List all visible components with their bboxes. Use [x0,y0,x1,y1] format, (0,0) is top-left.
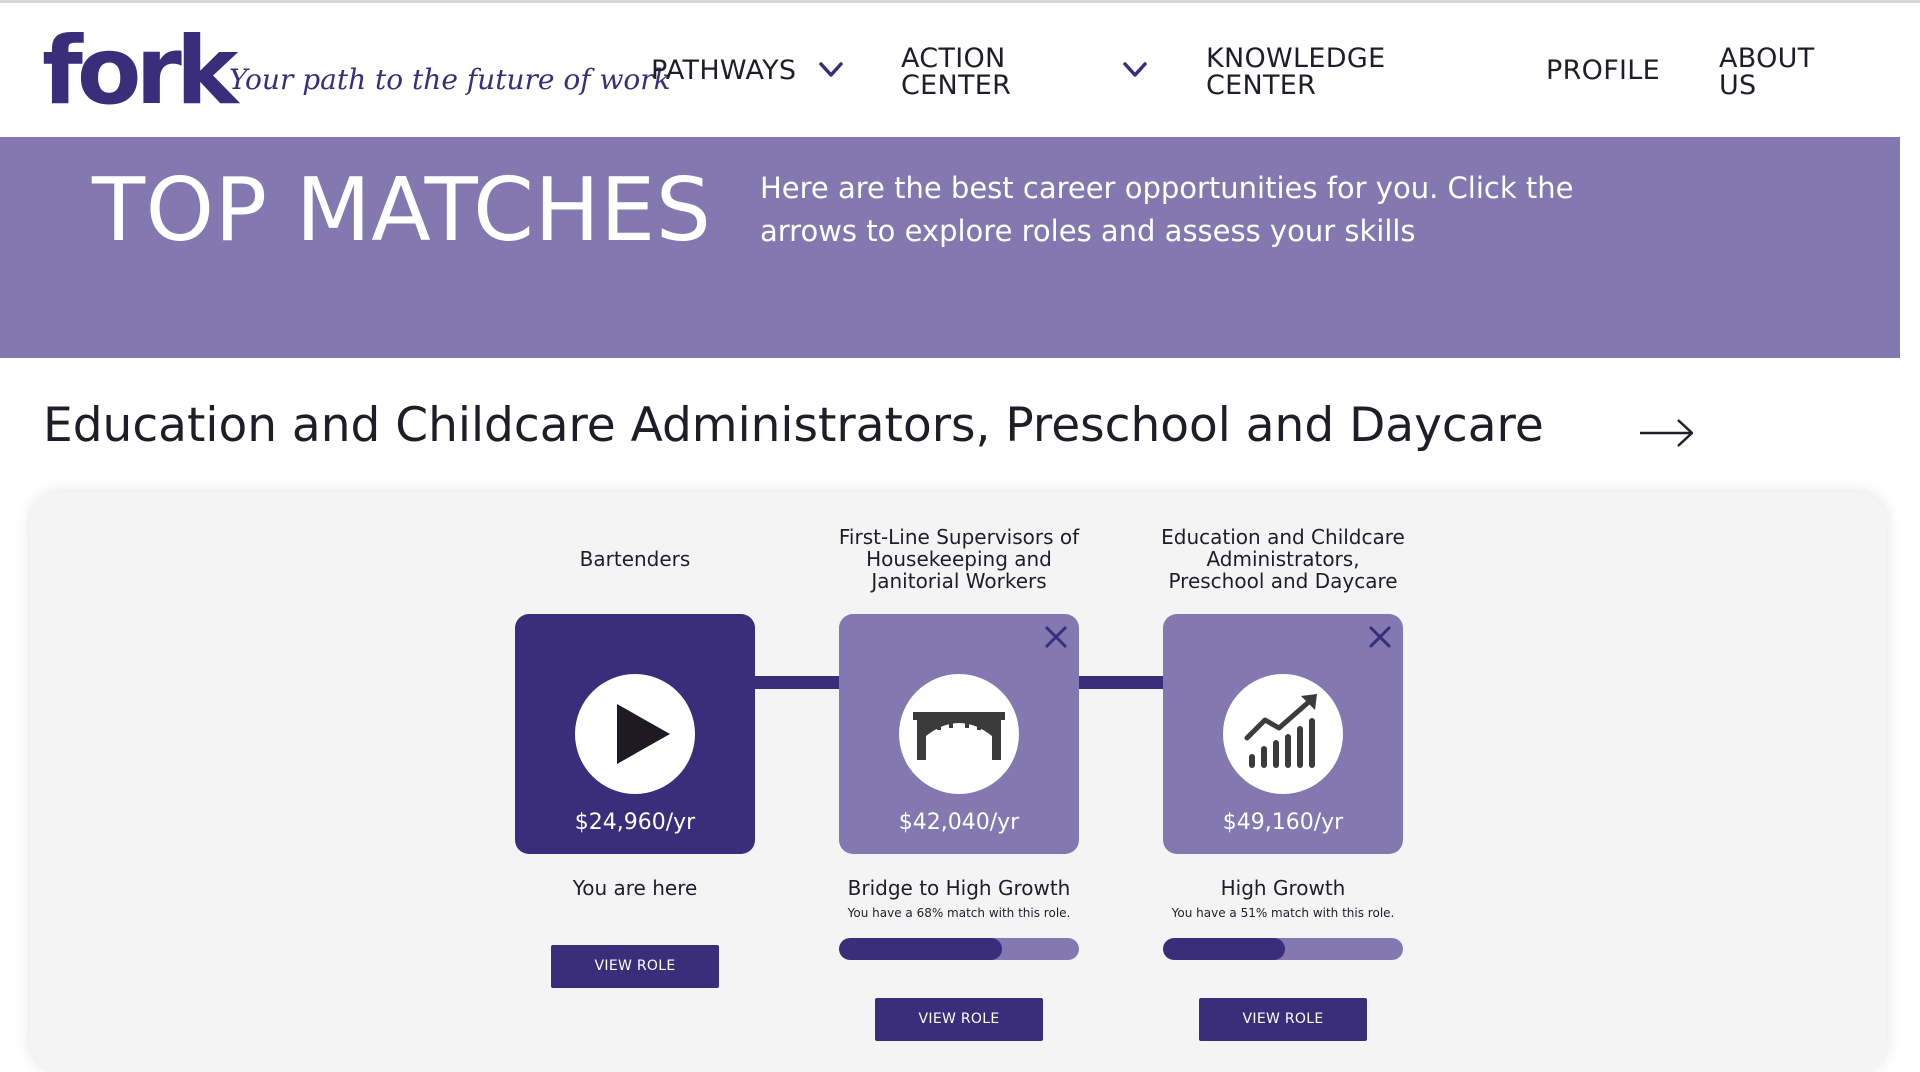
nav-action-center-line1: ACTION [901,43,1006,74]
close-icon[interactable] [1367,624,1393,650]
role-card-supervisors[interactable] [839,614,1079,854]
match-progress-fill [839,938,1002,960]
view-role-button[interactable]: VIEW ROLE [551,945,719,988]
nav-action-center-line2: CENTER [901,70,1012,101]
role-name-line: Education and Childcare [1161,525,1405,549]
role-name [799,526,1119,592]
banner-description: Here are the best career opportunities for you. Click the arrows to explore roles and assess your skills [760,171,1574,248]
right-arrow-icon[interactable] [1638,416,1696,450]
nav-pathways[interactable] [651,57,796,84]
role-card-bartenders[interactable] [515,614,755,854]
role-status: You are here [572,876,698,900]
close-icon[interactable] [1043,624,1069,650]
nav-profile[interactable] [1546,57,1660,84]
icon-circle [899,674,1019,794]
role-name-line: Bartenders [579,547,691,571]
icon-circle [575,674,695,794]
salary: $24,960/yr [574,810,696,835]
pathways-chevron-down-icon[interactable] [818,61,844,79]
career-path-title: Education and Childcare Administrators, Preschool and Daycare [43,398,1544,453]
view-role-button[interactable]: VIEW ROLE [875,998,1043,1041]
logo-wordmark: fork [42,17,233,126]
bridge-icon [899,674,1019,794]
growth-chart-icon [1223,674,1343,794]
match-progress-fill [1163,938,1285,960]
top-matches-banner [0,137,1900,358]
match-progress-bar [1163,938,1403,960]
match-text: You have a 68% match with this role. [847,906,1071,920]
role-name-line: Preschool and Daycare [1168,569,1398,593]
play-icon [575,674,695,794]
match-text: You have a 51% match with this role. [1171,906,1395,920]
nav-about-line1: ABOUT [1719,43,1815,74]
role-name [475,548,795,570]
role-status: Bridge to High Growth [847,876,1071,900]
nav-profile-label: PROFILE [1546,55,1660,86]
role-card-education-administrators[interactable] [1163,614,1403,854]
nav-knowledge-center-line2: CENTER [1206,70,1317,101]
nav-pathways-label: PATHWAYS [651,55,797,86]
icon-circle [1223,674,1343,794]
nav-about-line2: US [1719,70,1757,101]
salary: $49,160/yr [1222,810,1344,835]
path-connector [754,676,840,689]
nav-knowledge-center[interactable] [1206,45,1385,99]
salary: $42,040/yr [898,810,1020,835]
nav-action-center[interactable] [901,45,1011,99]
role-name-line: Housekeeping and [866,547,1052,571]
path-connector [1078,676,1164,689]
tagline: Your path to the future of work [229,63,671,96]
role-name-line: Administrators, [1206,547,1360,571]
action-center-chevron-down-icon[interactable] [1122,61,1148,79]
role-name [1123,526,1443,592]
nav-knowledge-center-line1: KNOWLEDGE [1206,43,1386,74]
banner-title: TOP MATCHES [92,159,712,261]
fork-logo[interactable] [42,17,233,126]
nav-about-us[interactable] [1719,45,1815,99]
match-progress-bar [839,938,1079,960]
view-role-button[interactable]: VIEW ROLE [1199,998,1367,1041]
role-status: High Growth [1220,876,1346,900]
role-name-line: First-Line Supervisors of [838,525,1080,549]
role-name-line: Janitorial Workers [871,569,1047,593]
site-header [0,3,1920,137]
